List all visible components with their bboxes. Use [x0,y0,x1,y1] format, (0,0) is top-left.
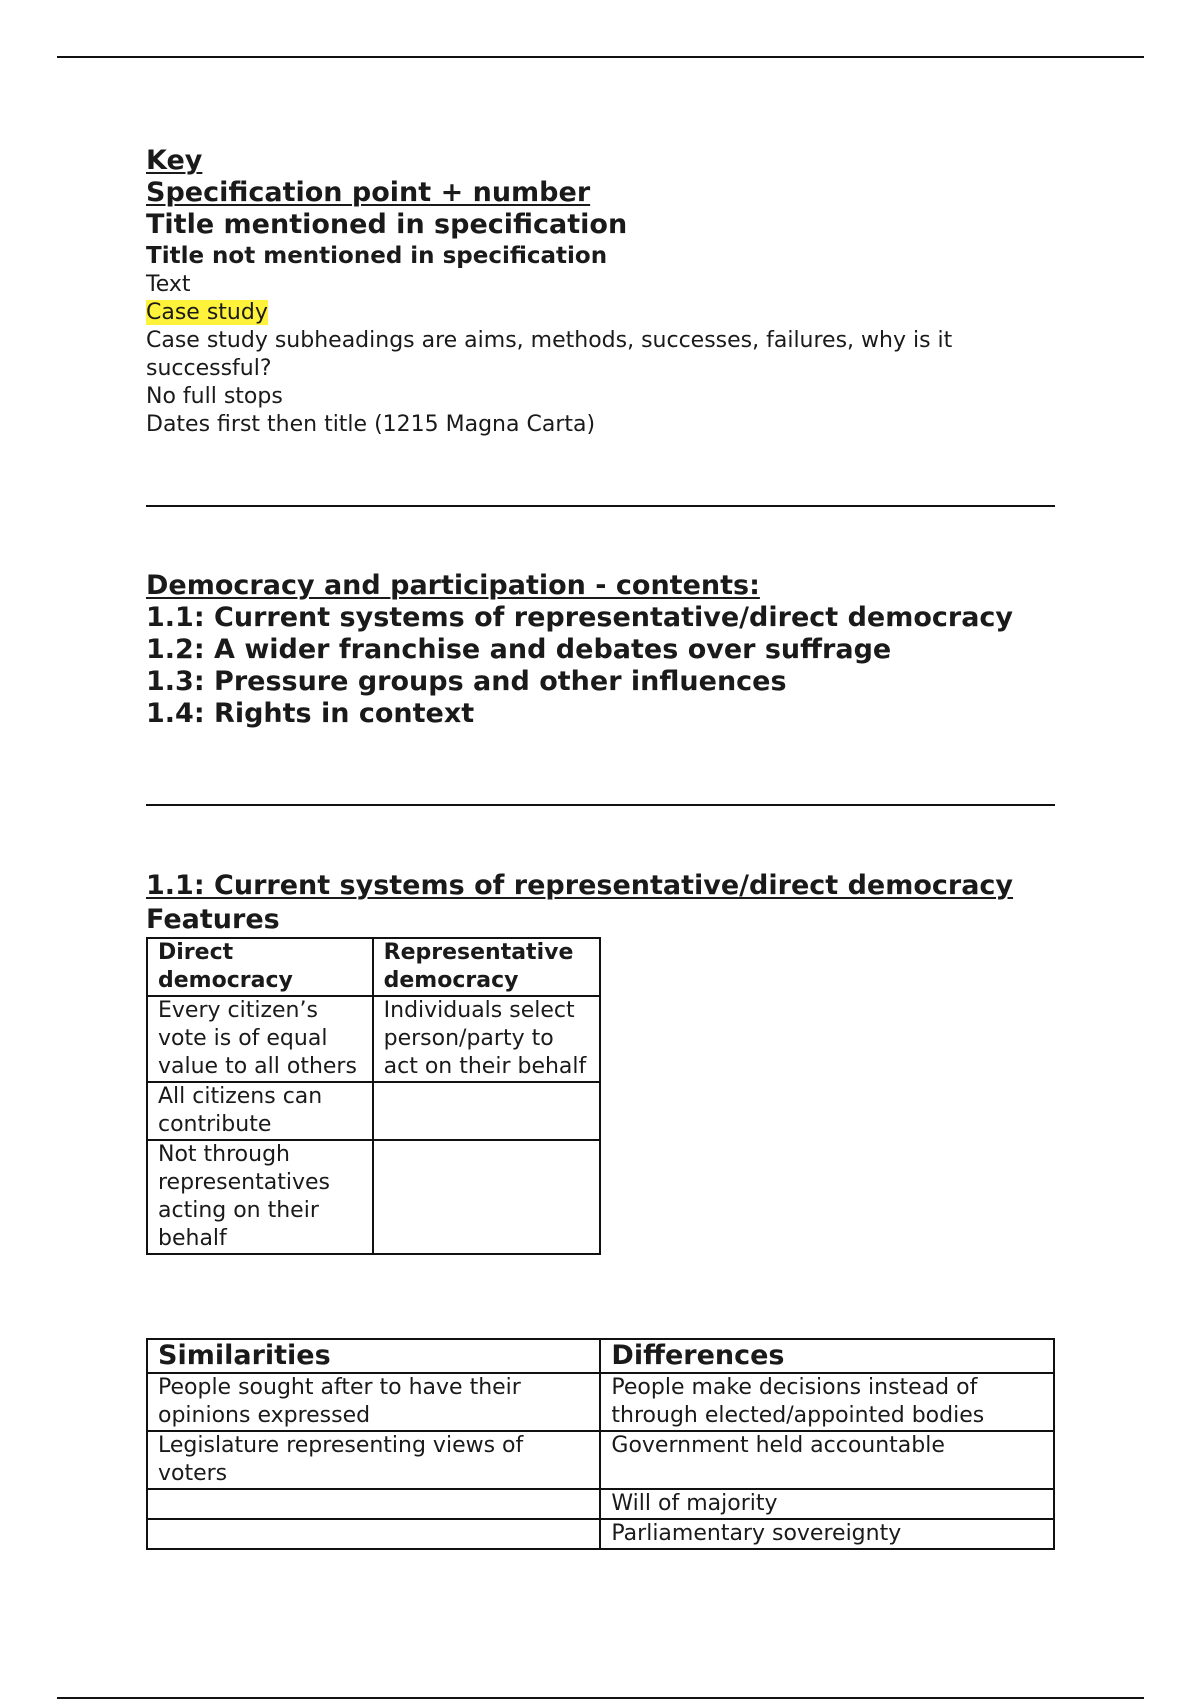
table-cell: People make decisions instead of through elected/appointed bodies [600,1373,1054,1431]
table-cell: Will of majority [600,1489,1054,1519]
table-row [147,1489,1054,1519]
contents-heading: Democracy and participation - contents: [146,570,760,601]
key-no-full-stops: No full stops [146,384,283,409]
contents-item: 1.3: Pressure groups and other influences [146,666,787,697]
table-header-row [147,1339,1054,1373]
table-header-cell: Direct democracy [147,938,373,996]
table-cell: Government held accountable [600,1431,1054,1489]
table-cell [147,1519,600,1549]
key-title-not-mentioned: Title not mentioned in specification [146,243,608,269]
key-spec-point: Specification point + number [146,177,591,208]
key-dates-rule: Dates first then title (1215 Magna Carta) [146,412,596,437]
page-bottom-rule [57,1697,1144,1699]
key-case-study: Case study [146,300,268,325]
table-row [147,1082,600,1140]
key-heading: Key [146,145,203,176]
contents-section [146,570,1066,730]
table-cell: Individuals select person/party to act on their behalf [373,996,600,1082]
contents-item: 1.4: Rights in context [146,698,475,729]
table-cell [147,1489,600,1519]
key-title-mentioned: Title mentioned in specification [146,209,628,240]
contents-item: 1.2: A wider franchise and debates over suffrage [146,634,892,665]
features-table [146,937,601,1255]
section-heading: 1.1: Current systems of representative/direct democracy [146,870,1014,901]
section-divider [146,505,1055,507]
table-row [147,1431,1054,1489]
table-cell [373,1082,600,1140]
table-cell: All citizens can contribute [147,1082,373,1140]
features-title: Features [146,904,280,935]
similarities-differences-table [146,1338,1055,1550]
table-row [147,1140,600,1254]
section-divider [146,804,1055,806]
contents-item: 1.1: Current systems of representative/direct democracy [146,602,1014,633]
table-header-cell: Differences [600,1339,1054,1373]
key-case-study-sub-2: successful? [146,356,272,381]
table-cell: People sought after to have their opinions expressed [147,1373,600,1431]
key-text: Text [146,272,191,297]
table-row [147,1373,1054,1431]
section-1-1 [146,869,1066,937]
table-header-cell: Similarities [147,1339,600,1373]
table-cell: Parliamentary sovereignty [600,1519,1054,1549]
table-cell: Legislature representing views of voters [147,1431,600,1489]
key-case-study-sub-1: Case study subheadings are aims, methods, successes, failures, why is it [146,328,953,353]
table-cell: Every citizen’s vote is of equal value to all others [147,996,373,1082]
table-cell [373,1140,600,1254]
table-row [147,996,600,1082]
table-cell: Not through representatives acting on their behalf [147,1140,373,1254]
page-top-rule [57,56,1144,58]
table-header-cell: Representative democracy [373,938,600,996]
key-section [146,145,1066,439]
table-row [147,1519,1054,1549]
table-header-row [147,938,600,996]
